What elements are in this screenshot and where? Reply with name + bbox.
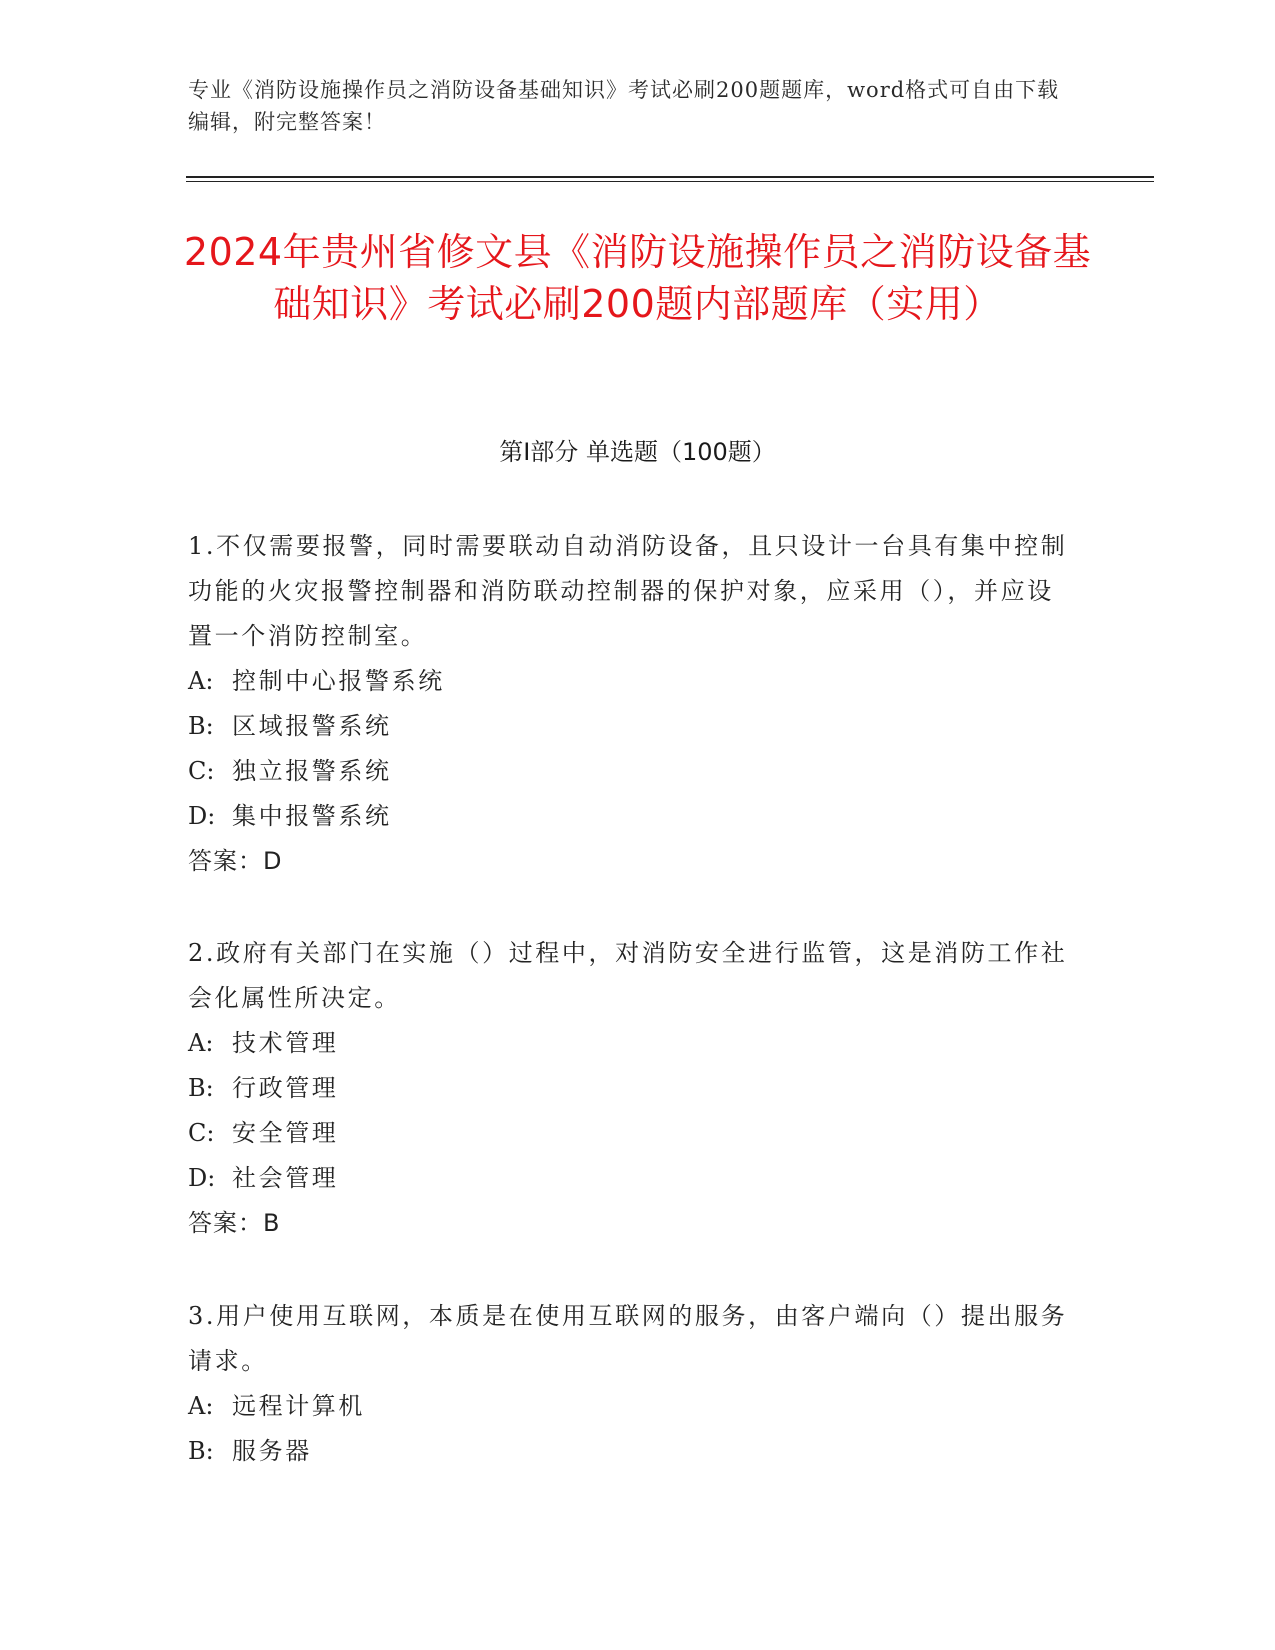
option-d [188, 794, 1068, 839]
option-key: C: [188, 1119, 215, 1147]
option-b [188, 1066, 1068, 1111]
option-b [188, 704, 1068, 749]
answer: 答案：D [188, 847, 283, 875]
option-key: B: [188, 712, 214, 740]
option-key: D: [188, 1164, 216, 1192]
option-b [188, 1429, 1068, 1474]
option-d [188, 1156, 1068, 1201]
option-text: 控制中心报警系统 [232, 667, 445, 695]
option-text: 远程计算机 [232, 1392, 365, 1420]
question-stem: 2.政府有关部门在实施（）过程中，对消防安全进行监管，这是消防工作社会化属性所决定。 [188, 939, 1068, 1012]
option-text: 独立报警系统 [232, 757, 392, 785]
option-text: 行政管理 [232, 1074, 339, 1102]
question-3 [188, 1294, 1068, 1474]
option-key: A: [188, 667, 214, 695]
option-a [188, 659, 1068, 704]
option-a [188, 1384, 1068, 1429]
option-text: 集中报警系统 [232, 802, 392, 830]
option-c [188, 1111, 1068, 1156]
option-text: 服务器 [232, 1437, 312, 1465]
header-divider-thin [186, 181, 1154, 182]
option-key: B: [188, 1437, 214, 1465]
header-divider-thick [186, 176, 1154, 178]
option-text: 区域报警系统 [232, 712, 392, 740]
option-text: 社会管理 [232, 1164, 339, 1192]
option-key: A: [188, 1392, 214, 1420]
question-2 [188, 931, 1068, 1246]
option-text: 安全管理 [232, 1119, 339, 1147]
question-1 [188, 524, 1068, 884]
option-key: D: [188, 802, 216, 830]
option-c [188, 749, 1068, 794]
option-key: B: [188, 1074, 214, 1102]
question-stem: 1.不仅需要报警，同时需要联动自动消防设备，且只设计一台具有集中控制功能的火灾报警控制器和消防联动控制器的保护对象，应采用（），并应设置一个消防控制室。 [188, 532, 1068, 650]
section-heading: 第Ⅰ部分 单选题（100题） [499, 438, 776, 466]
document-title: 2024年贵州省修文县《消防设施操作员之消防设备基础知识》考试必刷200题内部题库（实用） [183, 230, 1092, 326]
option-a [188, 1021, 1068, 1066]
answer: 答案：B [188, 1209, 281, 1237]
option-key: A: [188, 1029, 214, 1057]
option-text: 技术管理 [232, 1029, 339, 1057]
header-note: 专业《消防设施操作员之消防设备基础知识》考试必刷200题题库，word格式可自由下载编辑，附完整答案！ [188, 78, 1060, 134]
question-stem: 3.用户使用互联网，本质是在使用互联网的服务，由客户端向（）提出服务请求。 [188, 1302, 1068, 1375]
option-key: C: [188, 757, 215, 785]
